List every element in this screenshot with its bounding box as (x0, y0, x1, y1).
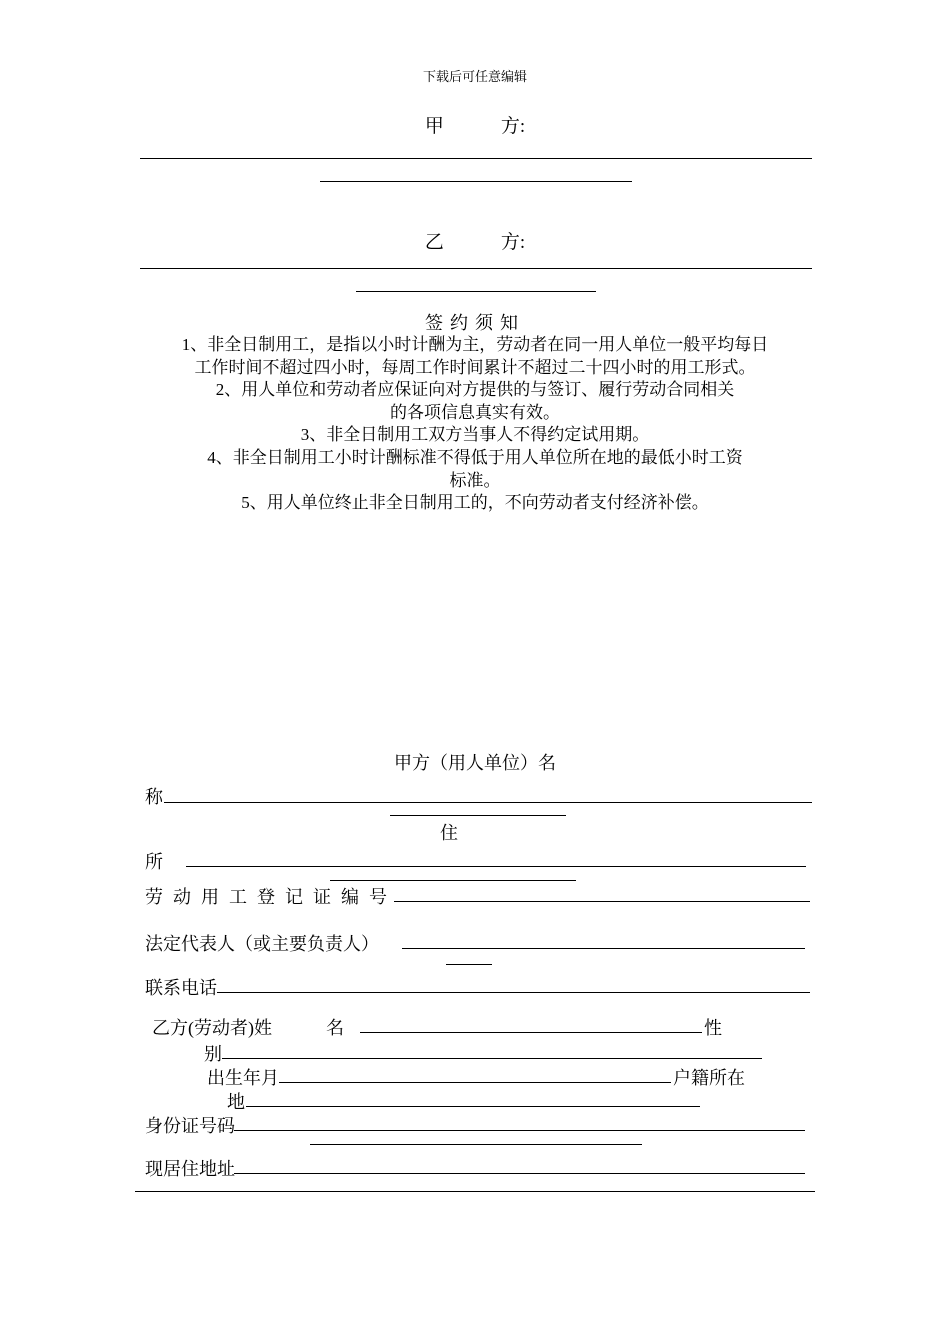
notice-line: 4、非全日制用工小时计酬标准不得低于用人单位所在地的最低小时工资 (207, 447, 743, 467)
party-b-name-label: 乙方(劳动者)姓 名 (152, 1018, 344, 1038)
notice-block (135, 334, 815, 515)
notice-line: 5、用人单位终止非全日制用工的，不向劳动者支付经济补偿。 (241, 493, 709, 513)
legal-representative-blank[interactable] (402, 948, 805, 949)
notice-line: 1、非全日制用工，是指以小时计酬为主，劳动者在同一用人单位一般平均每日 (181, 335, 769, 354)
party-a-blank-line[interactable] (140, 158, 812, 159)
birthdate-label: 出生年月 (207, 1068, 279, 1088)
birthdate-blank[interactable] (279, 1082, 671, 1083)
labor-registration-blank[interactable] (394, 901, 810, 902)
company-name-label: 称 (145, 787, 163, 807)
id-number-label: 身份证号码 (145, 1116, 235, 1136)
residence-blank[interactable] (186, 866, 806, 867)
notice-line: 的各项信息真实有效。 (390, 402, 560, 422)
company-name-blank[interactable] (164, 802, 812, 803)
party-b-label: 乙 方: (424, 232, 526, 253)
residence-label: 所 (145, 852, 163, 872)
party-a-label: 甲 方: (424, 116, 526, 137)
current-address-blank[interactable] (234, 1173, 805, 1174)
party-a-blank-line-2[interactable] (320, 181, 632, 182)
household-trailing-label: 户籍所在 (673, 1068, 745, 1088)
company-name-blank-cont[interactable] (390, 815, 566, 816)
party-b-blank-line[interactable] (140, 268, 812, 269)
notice-line: 2、用人单位和劳动者应保证向对方提供的与签订、履行劳动合同相关 (215, 380, 735, 400)
current-address-label: 现居住地址 (145, 1159, 235, 1179)
notice-line: 3、非全日制用工双方当事人不得约定试用期。 (300, 425, 650, 445)
notice-line: 工作时间不超过四小时，每周工作时间累计不超过二十四小时的用工形式。 (194, 357, 756, 377)
bottom-rule (135, 1191, 815, 1192)
contact-phone-label: 联系电话 (145, 978, 217, 998)
gender-blank[interactable] (222, 1058, 762, 1059)
notice-title: 签约须知 (425, 313, 525, 333)
legal-representative-label: 法定代表人（或主要负责人） (145, 934, 379, 954)
gender-trailing-label: 性 (704, 1018, 722, 1038)
labor-registration-label: 劳动用工登记证编号 (145, 887, 397, 907)
party-a-section-heading: 甲方（用人单位）名 (394, 753, 556, 773)
id-number-blank[interactable] (234, 1130, 805, 1131)
residence-label-top: 住 (440, 823, 458, 843)
household-blank[interactable] (246, 1106, 700, 1107)
party-b-name-blank[interactable] (360, 1032, 702, 1033)
download-note: 下载后可任意编辑 (422, 69, 527, 84)
notice-line: 标准。 (449, 470, 501, 490)
id-number-blank-cont[interactable] (310, 1144, 642, 1145)
contact-phone-blank[interactable] (217, 992, 810, 993)
legal-representative-blank-cont[interactable] (446, 964, 492, 965)
gender-label: 别 (204, 1044, 222, 1064)
residence-blank-cont[interactable] (330, 880, 576, 881)
party-b-blank-line-2[interactable] (356, 291, 596, 292)
household-label: 地 (227, 1092, 245, 1112)
